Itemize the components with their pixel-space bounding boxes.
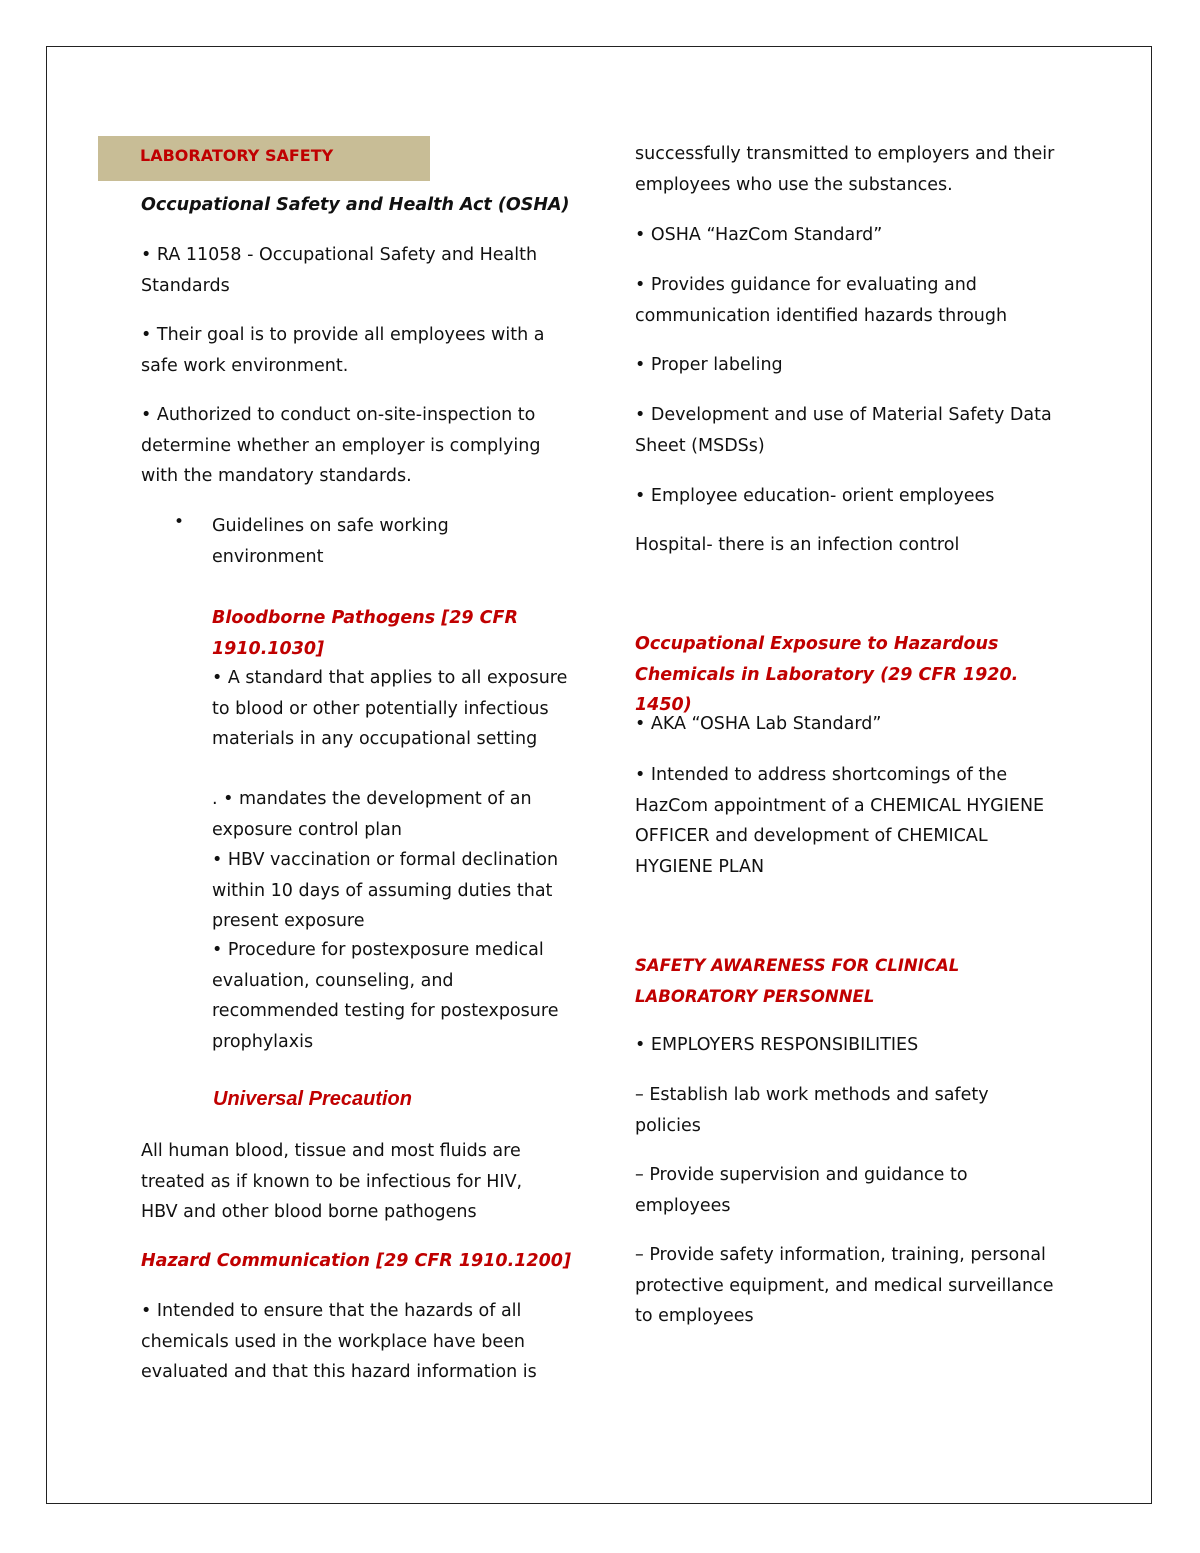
hazcom-text: • Intended to ensure that the hazards of all chemicals used in the workplace have been evaluated and that this hazard information is xyxy=(141,1301,537,1382)
hazcom-point-2: • Provides guidance for evaluating and communication identified hazards through xyxy=(635,275,1008,326)
safety-awareness-point-1: • EMPLOYERS RESPONSIBILITIES xyxy=(635,1035,919,1055)
hazcom-title: Hazard Communication [29 CFR 1910.1200] xyxy=(141,1251,571,1271)
osha-point-3: • Authorized to conduct on-site-inspection to determine whether an employer is complying with the mandatory standards. xyxy=(141,405,541,486)
osha-title: Occupational Safety and Health Act (OSHA) xyxy=(141,195,570,215)
hazcom-continued: successfully transmitted to employers and their employees who use the substances. xyxy=(635,144,1055,195)
hazcom-point-3: • Proper labeling xyxy=(635,355,783,375)
hazcom-point-5: • Employee education- orient employees xyxy=(635,486,995,506)
hazcom-point-4: • Development and use of Material Safety Data Sheet (MSDSs) xyxy=(635,405,1052,456)
universal-precaution-title: Universal Precaution xyxy=(213,1088,412,1110)
bbp-point-2: . • mandates the development of an exposure control plan xyxy=(212,789,532,840)
banner-title: LABORATORY SAFETY xyxy=(140,146,334,165)
guidelines-item: Guidelines on safe working environment xyxy=(212,516,449,567)
safety-awareness-title: SAFETY AWARENESS FOR CLINICAL LABORATORY PERSONNEL xyxy=(635,956,960,1006)
hospital-note: Hospital- there is an infection control xyxy=(635,535,960,555)
bbp-point-3: • HBV vaccination or formal declination within 10 days of assuming duties that present exposure xyxy=(212,850,559,931)
bbp-point-4: • Procedure for postexposure medical evaluation, counseling, and recommended testing for postexposure prophylaxis xyxy=(212,940,559,1052)
occupational-exposure-point-2: • Intended to address shortcomings of the HazCom appointment of a CHEMICAL HYGIENE OFFICER and development of CHEMICAL HYGIENE PLAN xyxy=(635,765,1045,877)
occupational-exposure-point-1: • AKA “OSHA Lab Standard” xyxy=(635,714,882,734)
occupational-exposure-title: Occupational Exposure to Hazardous Chemicals in Laboratory (29 CFR 1920. 1450) xyxy=(635,634,1019,715)
section-banner xyxy=(98,136,430,181)
universal-precaution-text: All human blood, tissue and most fluids are treated as if known to be infectious for HIV, HBV and other blood borne pathogens xyxy=(141,1141,523,1222)
bbp-point-1: • A standard that applies to all exposure to blood or other potentially infectious materials in any occupational setting xyxy=(212,668,568,749)
osha-point-2: • Their goal is to provide all employees with a safe work environment. xyxy=(141,325,545,376)
list-bullet: • xyxy=(174,512,185,532)
hazcom-point-1: • OSHA “HazCom Standard” xyxy=(635,225,883,245)
bbp-title: Bloodborne Pathogens [29 CFR 1910.1030] xyxy=(212,608,518,659)
safety-awareness-point-2: – Establish lab work methods and safety policies xyxy=(635,1085,989,1136)
safety-awareness-point-3: – Provide supervision and guidance to employees xyxy=(635,1165,968,1216)
safety-awareness-point-4: – Provide safety information, training, personal protective equipment, and medical surveillance to employees xyxy=(635,1245,1054,1326)
osha-point-1: • RA 11058 - Occupational Safety and Health Standards xyxy=(141,245,538,296)
